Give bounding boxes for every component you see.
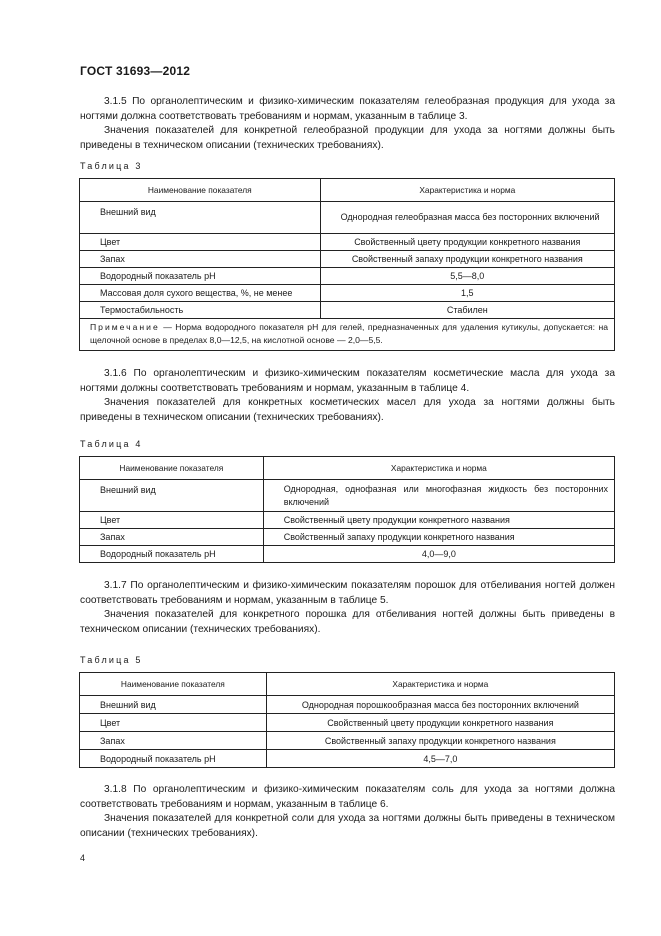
table-row: Внешний вид Однородная гелеобразная масса без посторонних включений: [80, 202, 615, 234]
table-row: Запах Свойственный запаху продукции конкретного названия: [80, 251, 615, 268]
paragraph-3-1-5-note: Значения показателей для конкретной гелеобразной продукции для ухода за ногтями должны быть приведены в техническом описании (технических требованиях).: [80, 125, 615, 151]
column-header-value: Характеристика и норма: [263, 457, 614, 480]
table-row: Цвет Свойственный цвету продукции конкретного названия: [80, 234, 615, 251]
column-header-value: Характеристика и норма: [320, 179, 614, 202]
page-number: 4: [80, 853, 86, 863]
paragraph-3-1-6-note: Значения показателей для конкретных косметических масел для ухода за ногтями должны быть приведены в техническом описании (технических требованиях).: [80, 397, 615, 423]
table-3-caption: Таблица 3: [80, 161, 143, 171]
column-header-name: Наименование показателя: [80, 673, 267, 696]
column-header-name: Наименование показателя: [80, 179, 321, 202]
table-row: Цвет Свойственный цвету продукции конкретного названия: [80, 714, 615, 732]
paragraph-3-1-7: 3.1.7 По органолептическим и физико-химическим показателям порошок для отбеливания ногтей должен соответствовать требованиям и нормам, указанным в таблице 5.: [80, 580, 615, 606]
table-row: Внешний вид Однородная порошкообразная масса без посторонних включений: [80, 696, 615, 714]
table-4-caption: Таблица 4: [80, 439, 143, 449]
table-row: Массовая доля сухого вещества, %, не менее 1,5: [80, 285, 615, 302]
paragraph-3-1-7-note: Значения показателей для конкретного порошка для отбеливания ногтей должны быть приведены в техническом описании (технических требованиях).: [80, 609, 615, 635]
table-5-caption: Таблица 5: [80, 655, 143, 665]
table-row: Водородный показатель pH 4,0—9,0: [80, 546, 615, 563]
paragraph-3-1-8: 3.1.8 По органолептическим и физико-химическим показателям соль для ухода за ногтями должна соответствовать требованиям и нормам, указанным в таблице 6.: [80, 784, 615, 810]
table-row: Запах Свойственный запаху продукции конкретного названия: [80, 732, 615, 750]
table-4: [79, 456, 615, 563]
table-3-note: Примечание — Норма водородного показателя pH для гелей, предназначенных для удаления кутикулы, допускается: на щелочной основе в пределах 8,0—12,5, на кислотной основе — 2,0—5,5.: [80, 319, 615, 351]
table-header-row: [80, 457, 615, 480]
table-5: [79, 672, 615, 768]
table-row: Запах Свойственный запаху продукции конкретного названия: [80, 529, 615, 546]
paragraph-3-1-5: 3.1.5 По органолептическим и физико-химическим показателям гелеобразная продукция для ухода за ногтями должна соответствовать требованиям и нормам, указанным в таблице 3.: [80, 96, 615, 122]
table-note-row: [80, 319, 615, 351]
table-row: Внешний вид Однородная, однофазная или многофазная жидкость без посторонних включений: [80, 480, 615, 512]
table-row: Водородный показатель pH 4,5—7,0: [80, 750, 615, 768]
table-row: Водородный показатель pH 5,5—8,0: [80, 268, 615, 285]
table-header-row: [80, 673, 615, 696]
document-header: ГОСТ 31693—2012: [80, 64, 191, 78]
table-row: Термостабильность Стабилен: [80, 302, 615, 319]
column-header-name: Наименование показателя: [80, 457, 264, 480]
table-3: [79, 178, 615, 351]
column-header-value: Характеристика и норма: [266, 673, 614, 696]
paragraph-3-1-8-note: Значения показателей для конкретной соли для ухода за ногтями должны быть приведены в техническом описании (технических требованиях).: [80, 813, 615, 839]
table-header-row: [80, 179, 615, 202]
table-row: Цвет Свойственный цвету продукции конкретного названия: [80, 512, 615, 529]
paragraph-3-1-6: 3.1.6 По органолептическим и физико-химическим показателям косметические масла для ухода за ногтями должны соответствовать требованиям и нормам, указанным в таблице 4.: [80, 368, 615, 394]
